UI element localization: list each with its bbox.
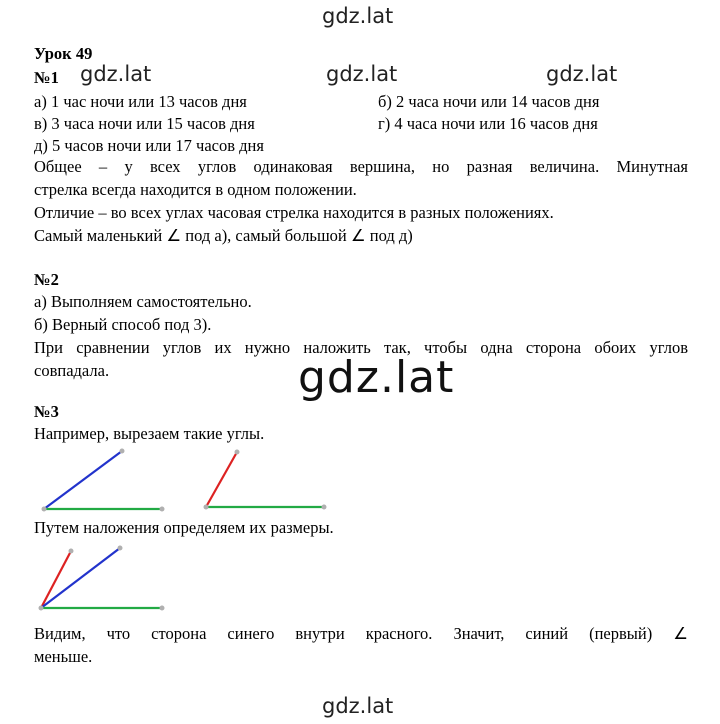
task2-heading: №2 bbox=[34, 270, 59, 289]
angle2-vertex-point bbox=[204, 505, 209, 510]
lesson-title: Урок 49 bbox=[34, 44, 93, 63]
task1-item-g: г) 4 часа ночи или 16 часов дня bbox=[378, 114, 598, 133]
task2-item-b: б) Верный способ под 3). bbox=[34, 315, 212, 334]
watermark-top: gdz.lat bbox=[322, 4, 394, 28]
watermark-row-left: gdz.lat bbox=[80, 62, 152, 86]
angles-overlaid bbox=[39, 546, 165, 611]
task1-item-a: а) 1 час ночи или 13 часов дня bbox=[34, 92, 247, 111]
watermark-center-large: gdz.lat bbox=[298, 352, 455, 403]
task1-heading: №1 bbox=[34, 68, 59, 87]
overlay-vertex-point bbox=[39, 606, 44, 611]
overlay-red-side bbox=[41, 551, 71, 608]
overlay-blue-end-point bbox=[118, 546, 123, 551]
overlay-blue-side bbox=[41, 548, 120, 608]
task3-heading: №3 bbox=[34, 402, 59, 421]
angle1-vertex-point bbox=[42, 507, 47, 512]
task1-item-b: б) 2 часа ночи или 14 часов дня bbox=[378, 92, 600, 111]
task2-note-line2: совпадала. bbox=[34, 361, 110, 380]
watermark-bottom: gdz.lat bbox=[322, 694, 394, 718]
angle1-blue-side bbox=[44, 451, 122, 509]
task1-item-d: д) 5 часов ночи или 17 часов дня bbox=[34, 136, 264, 155]
task1-common-line2: стрелка всегда находится в одном положении. bbox=[34, 180, 357, 199]
angle-red-green bbox=[204, 450, 327, 510]
task1-common-line1: Общее – у всех углов одинаковая вершина, но разная величина. Минутная bbox=[34, 157, 688, 176]
task1-smallest-largest: Самый маленький ∠ под а), самый большой ∠ под д) bbox=[34, 226, 413, 245]
angle2-green-end-point bbox=[322, 505, 327, 510]
angle2-red-side bbox=[206, 452, 237, 507]
task1-item-v: в) 3 часа ночи или 15 часов дня bbox=[34, 114, 255, 133]
task3-conclusion-line1: Видим, что сторона синего внутри красного. Значит, синий (первый) ∠ bbox=[34, 624, 688, 643]
angle1-green-end-point bbox=[160, 507, 165, 512]
task3-overlay-text: Путем наложения определяем их размеры. bbox=[34, 518, 334, 537]
overlay-red-end-point bbox=[69, 549, 74, 554]
task2-note-line1: При сравнении углов их нужно наложить так, чтобы одна сторона обоих углов bbox=[34, 338, 688, 357]
watermark-row-center: gdz.lat bbox=[326, 62, 398, 86]
task3-intro: Например, вырезаем такие углы. bbox=[34, 424, 265, 443]
watermark-row-right: gdz.lat bbox=[546, 62, 618, 86]
angle1-blue-end-point bbox=[120, 449, 125, 454]
task1-difference: Отличие – во всех углах часовая стрелка находится в разных положениях. bbox=[34, 203, 554, 222]
overlay-green-end-point bbox=[160, 606, 165, 611]
angle-blue-green bbox=[42, 449, 165, 512]
task3-conclusion-line2: меньше. bbox=[34, 647, 93, 666]
angle2-red-end-point bbox=[235, 450, 240, 455]
task2-item-a: а) Выполняем самостоятельно. bbox=[34, 292, 252, 311]
